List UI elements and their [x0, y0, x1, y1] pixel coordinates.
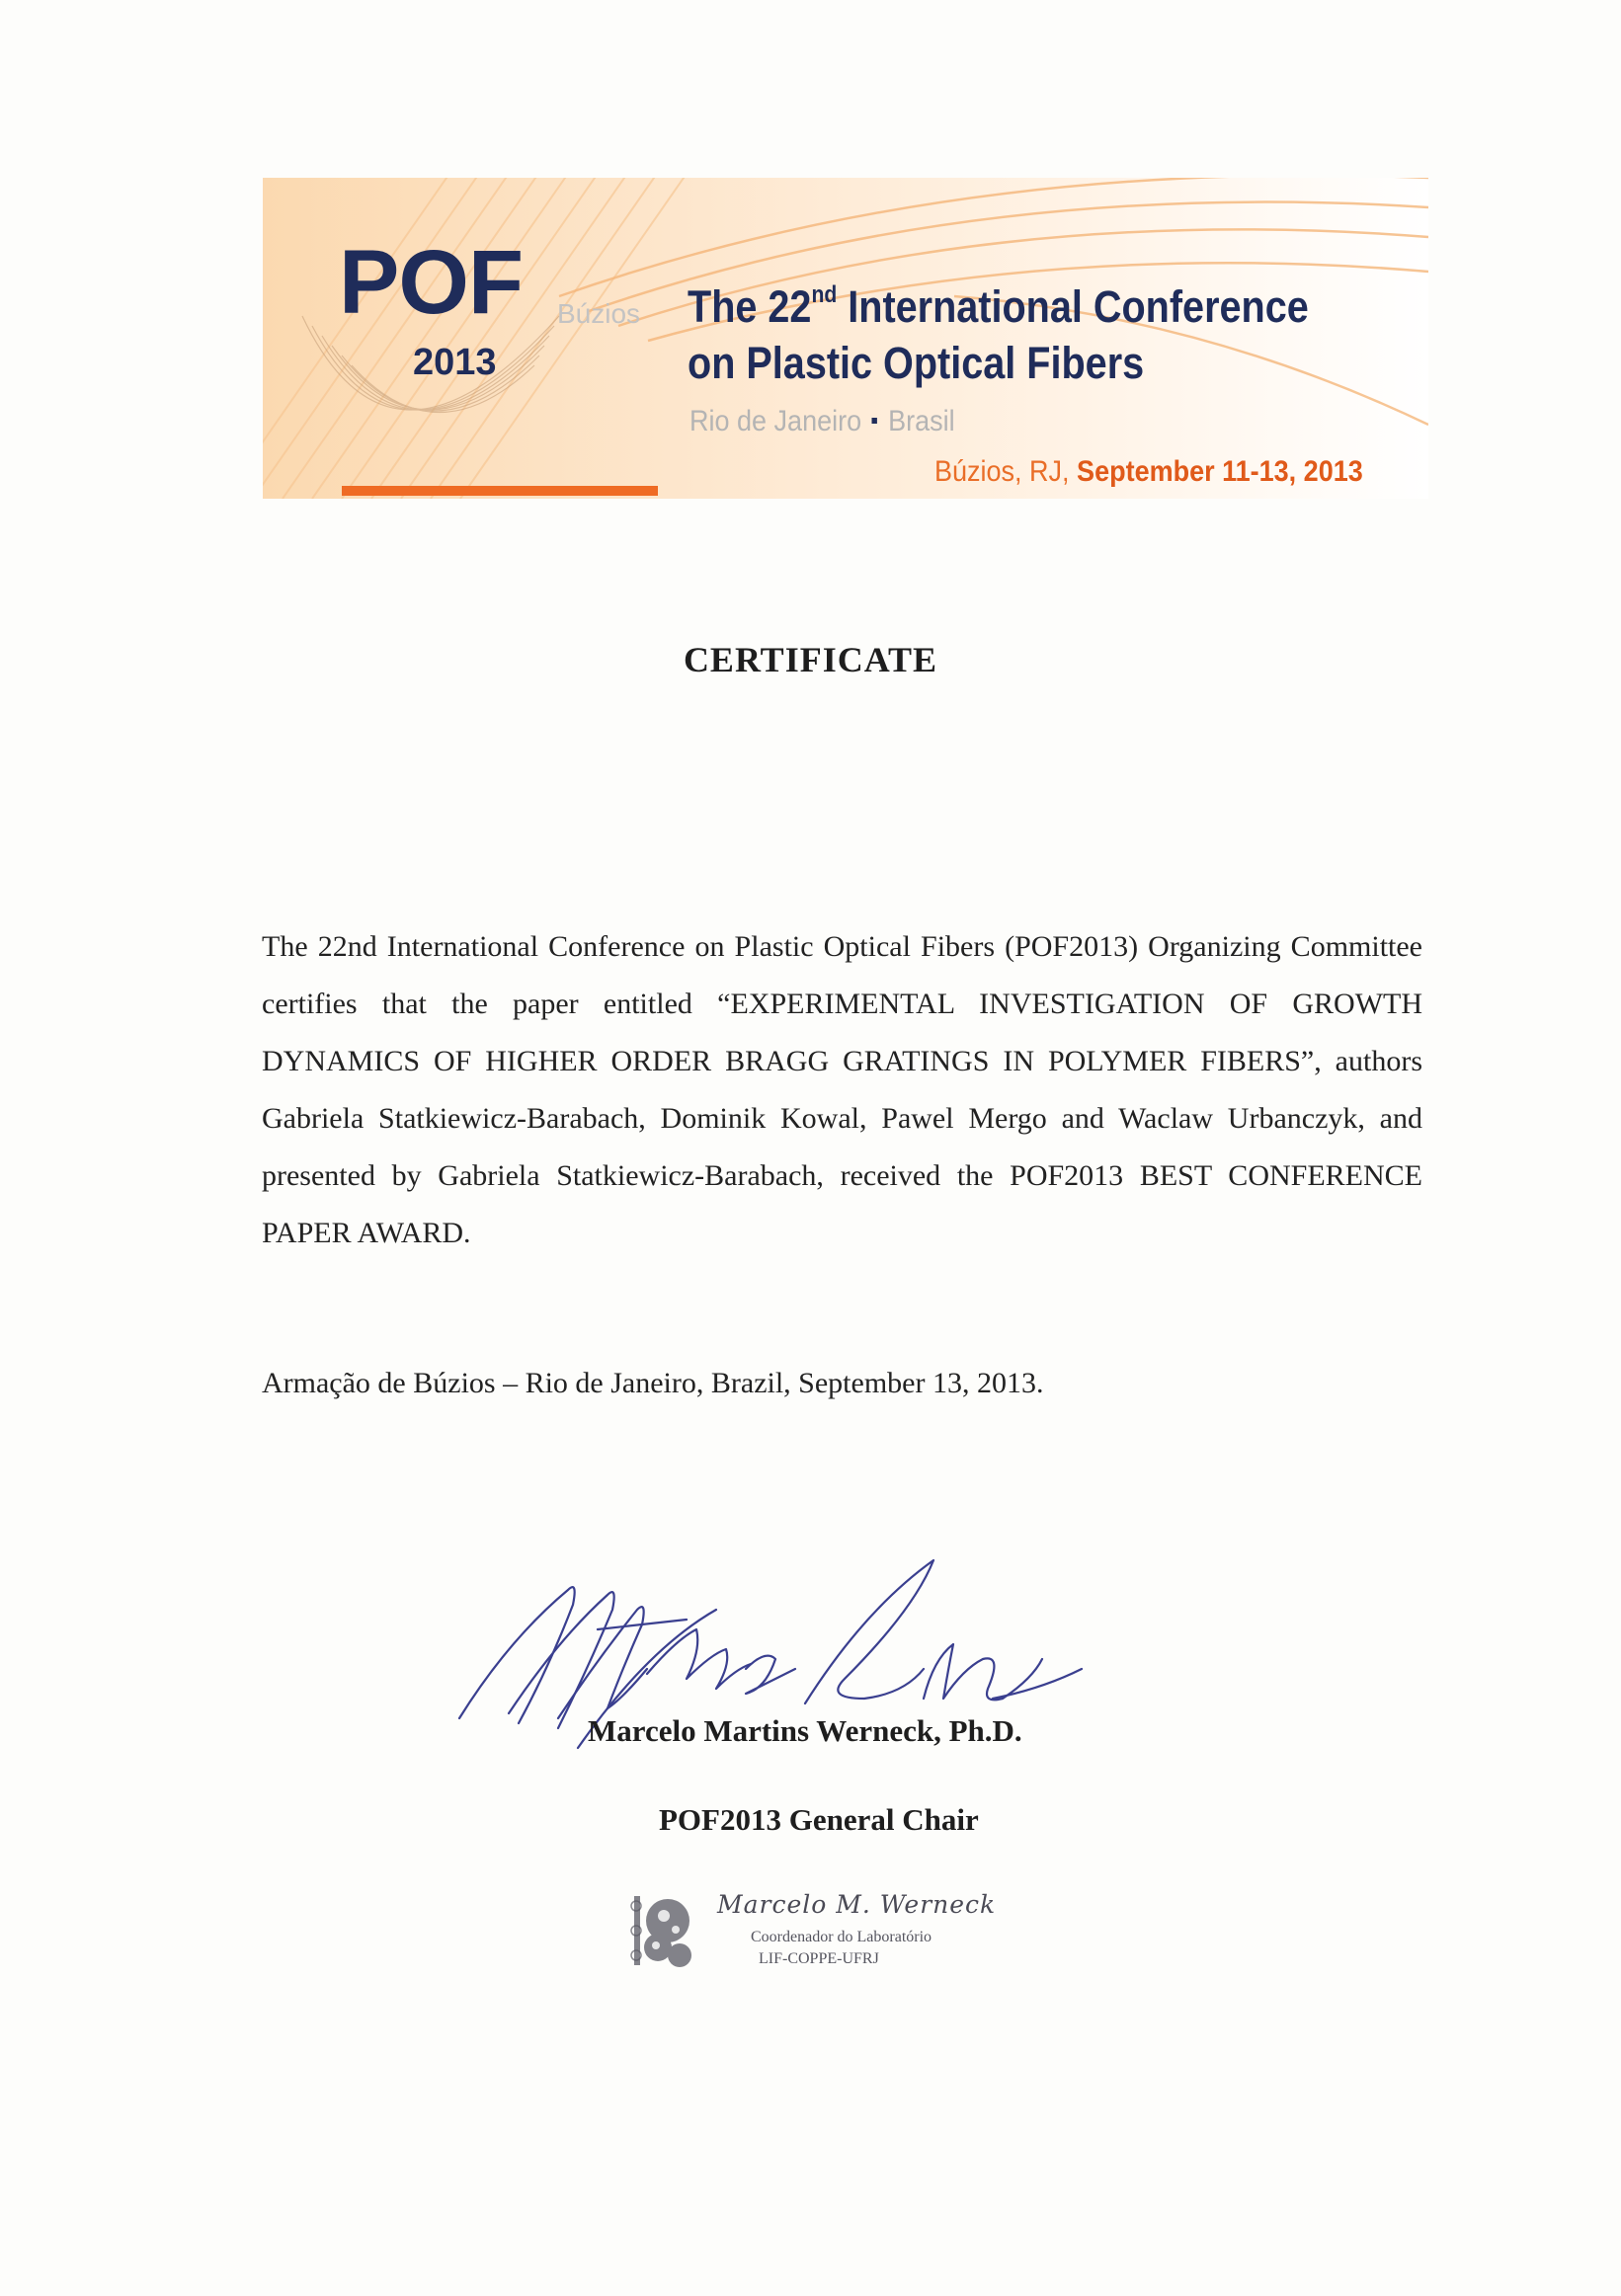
conference-dates	[934, 457, 1363, 487]
conference-title-ordinal: nd	[811, 281, 838, 308]
conference-date-range: September 11-13, 2013	[1077, 455, 1363, 488]
signer-name: Marcelo Martins Werneck, Ph.D.	[588, 1713, 1022, 1748]
bullet-square-icon	[872, 418, 877, 424]
conference-title-suffix: International Conference	[837, 281, 1309, 332]
signer-role: POF2013 General Chair	[659, 1802, 979, 1837]
certificate-body: The 22nd International Conference on Plastic Optical Fibers (POF2013) Organizing Committee certifies that the paper entitled “EXPERIMENTAL INVESTIGATION OF GROWTH DYNAMICS OF HIGHER ORDER BRAGG GRATINGS IN POLYMER FIBERS”, authors Gabriela Statkiewicz-Barabach, Dominik Kowal, Pawel Mergo and Waclaw Urbanczyk, and presented by Gabriela Statkiewicz-Barabach, received the POF2013 BEST CONFERENCE PAPER AWARD.	[262, 930, 1422, 1249]
stamp-name: Marcelo M. Werneck	[717, 1890, 997, 1919]
conference-country: Brasil	[888, 405, 955, 437]
logo-place: Búzios	[557, 298, 641, 329]
conference-location	[689, 407, 955, 436]
stamp-institution: LIF-COPPE-UFRJ	[759, 1950, 879, 1967]
official-stamp	[620, 1876, 997, 1985]
conference-title-prefix: The 22	[688, 281, 812, 332]
conference-title-line1	[688, 281, 1309, 332]
conference-title-line2: on Plastic Optical Fibers	[688, 338, 1145, 388]
banner-accent-bar	[342, 486, 658, 496]
conference-venue: Búzios, RJ,	[934, 455, 1078, 488]
conference-banner	[263, 178, 1428, 499]
place-and-date: Armação de Búzios – Rio de Janeiro, Brazil, September 13, 2013.	[262, 1367, 1044, 1399]
logo-word: POF	[339, 232, 524, 333]
certificate-title: CERTIFICATE	[683, 640, 938, 679]
conference-city: Rio de Janeiro	[689, 405, 862, 437]
stamp-title: Coordenador do Laboratório	[751, 1929, 932, 1945]
logo-year: 2013	[413, 342, 497, 383]
